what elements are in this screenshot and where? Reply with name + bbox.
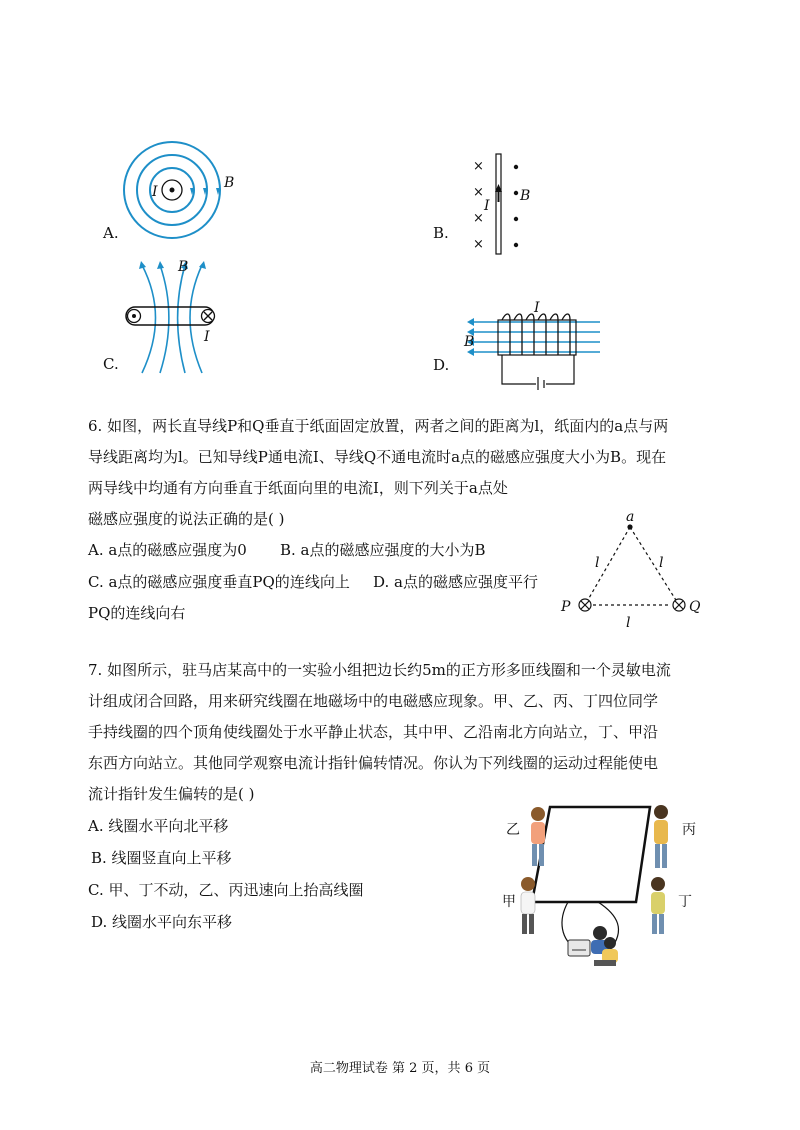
q6-label-a: a (626, 509, 635, 525)
option-c-field: B (178, 259, 189, 275)
q7-option-d[interactable]: D. 线圈水平向东平移 (91, 913, 233, 931)
q7-label-ding: 丁 (678, 894, 692, 910)
svg-text:×: × (473, 211, 484, 226)
q6-label-l-left: l (595, 555, 600, 571)
q6-line-1: 6. 如图，两长直导线P和Q垂直于纸面固定放置，两者之间的距离为l，纸面内的a点与两 (88, 417, 669, 435)
student-bing-icon (654, 805, 668, 868)
option-c-label: C. (103, 355, 119, 373)
q6-label-p: P (561, 599, 571, 615)
q6-line-3: 两导线中均通有方向垂直于纸面向里的电流I，则下列关于a点处 (88, 479, 508, 497)
page-footer: 高二物理试卷 第 2 页，共 6 页 (309, 1061, 491, 1076)
q6-label-l-right: l (659, 555, 664, 571)
student-yi-icon (531, 807, 545, 866)
q6-label-q: Q (689, 599, 701, 615)
option-c-figure (120, 255, 240, 375)
option-c[interactable] (100, 255, 240, 375)
option-c-current: I (204, 329, 210, 345)
student-ding-icon (651, 877, 665, 934)
q7-option-b[interactable]: B. 线圈竖直向上平移 (91, 849, 232, 867)
q6-line-4: 磁感应强度的说法正确的是( ) (88, 510, 285, 528)
option-a-label: A. (103, 224, 119, 242)
q7-line-3: 手持线圈的四个顶角使线圈处于水平静止状态，其中甲、乙沿南北方向站立，丁、甲沿 (88, 723, 659, 741)
option-b[interactable] (430, 150, 570, 260)
option-d-field: B (464, 334, 475, 350)
student-jia-icon (521, 877, 535, 934)
option-a[interactable] (100, 140, 260, 250)
q7-option-a[interactable]: A. 线圈水平向北平移 (88, 817, 229, 835)
q7-figure (498, 800, 698, 980)
option-b-current: I (484, 198, 490, 214)
option-b-figure (465, 150, 565, 260)
q7-option-c[interactable]: C. 甲、丁不动，乙、丙迅速向上抬高线圈 (88, 881, 364, 899)
observer-students-icon (591, 926, 618, 966)
q6-option-b[interactable]: B. a点的磁感应强度的大小为B (280, 541, 486, 559)
q7-label-bing: 丙 (682, 822, 696, 838)
option-b-field: B (520, 188, 531, 204)
q7-line-2: 计组成闭合回路，用来研究线圈在地磁场中的电磁感应现象。甲、乙、丙、丁四位同学 (88, 692, 659, 710)
svg-text:×: × (473, 185, 484, 200)
option-b-label: B. (433, 224, 449, 242)
option-d-figure (458, 300, 623, 390)
option-d-label: D. (433, 356, 450, 374)
q7-label-jia: 甲 (502, 894, 516, 910)
q7-line-4: 东西方向站立。其他同学观察电流计指针偏转情况。你认为下列线圈的运动过程能使电 (88, 754, 659, 772)
q6-label-l-base: l (626, 615, 631, 630)
q6-line-2: 导线距离均为l。已知导线P通电流I、导线Q不通电流时a点的磁感应强度大小为B。现在 (88, 448, 667, 466)
q7-line-1: 7. 如图所示，驻马店某高中的一实验小组把边长约5m的正方形多匝线圈和一个灵敏电流 (88, 661, 671, 679)
option-d-current: I (534, 300, 540, 316)
option-a-current: I (152, 184, 158, 200)
option-a-field: B (224, 175, 235, 191)
q6-figure (555, 505, 715, 630)
svg-text:×: × (473, 237, 484, 252)
q6-option-d-cont: PQ的连线向右 (88, 604, 186, 622)
svg-text:×: × (473, 159, 484, 174)
option-a-figure (120, 140, 260, 250)
q6-option-c[interactable]: C. a点的磁感应强度垂直PQ的连线向上 (88, 573, 350, 591)
q6-option-d[interactable]: D. a点的磁感应强度平行 (373, 573, 538, 591)
q7-label-yi: 乙 (506, 822, 520, 838)
q7-line-5: 流计指针发生偏转的是( ) (88, 785, 255, 803)
option-d[interactable] (430, 300, 620, 390)
q6-option-a[interactable]: A. a点的磁感应强度为0 (88, 541, 247, 559)
